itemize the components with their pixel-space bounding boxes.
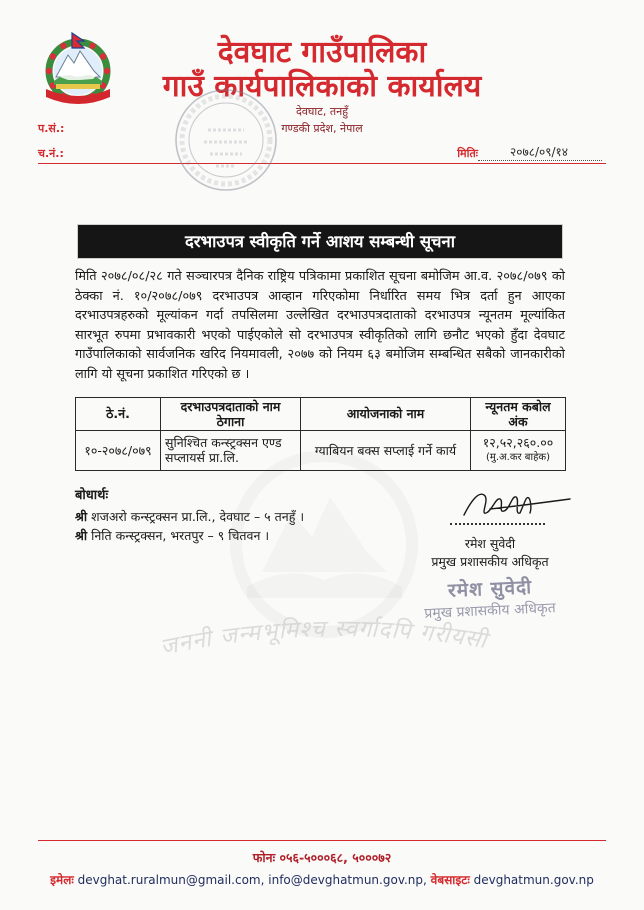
address-line-1: देवघाट, तनहुँ — [295, 105, 349, 118]
website-url: devghatmun.gov.np — [473, 873, 594, 887]
date-label: मितिः — [457, 147, 478, 160]
phone-numbers: ०५६-५०००६८, ५०००७२ — [279, 850, 392, 865]
header-line: ठेगाना — [216, 413, 245, 429]
col-header-bidder — [161, 397, 301, 430]
signatory-designation: प्रमुख प्रशासकीय अधिकृत — [431, 553, 549, 569]
amount-note: (मु.अ.कर बाहेक) — [485, 452, 551, 464]
dispatch-number-label: च.नं.: — [38, 147, 64, 160]
date-field — [457, 145, 602, 161]
col-header-amount — [471, 397, 566, 430]
designation-stamp: प्रमुख प्रशासकीय अधिकृत — [423, 599, 557, 622]
amount-value: १२,५२,२६०.०० — [482, 435, 554, 451]
email-addresses: devghat.ruralmun@gmail.com, info@devghatmun.gov.np, — [77, 873, 427, 887]
signature-block — [415, 485, 565, 621]
footer-divider — [38, 840, 606, 841]
table-header-row — [76, 397, 566, 430]
cell-amount — [471, 430, 566, 470]
phone-label: फोनः — [252, 850, 276, 865]
recipient-name: निति कन्स्ट्रक्सन, भरतपुर – ९ चितवन । — [91, 527, 270, 543]
bid-table — [75, 397, 566, 471]
header-line: ठे.नं. — [106, 406, 130, 422]
website-label: वेबसाइटः — [430, 873, 470, 887]
header-divider — [38, 163, 606, 164]
col-header-contract-no — [76, 397, 161, 430]
handwritten-signature — [460, 485, 572, 523]
header-line: दरभाउपत्रदाताको नाम — [180, 398, 281, 414]
reference-number-label: प.सं.: — [38, 122, 65, 135]
header-line: न्यूनतम कबोल — [485, 398, 551, 414]
copy-recipient — [75, 527, 304, 546]
signatory-name: रमेश सुवेदी — [464, 535, 516, 551]
footer-contact — [0, 872, 644, 888]
closing-section — [75, 485, 565, 621]
address-line-2: गण्डकी प्रदेश, नेपाल — [281, 122, 363, 135]
copy-to-section — [75, 485, 304, 621]
copy-recipient — [75, 508, 304, 527]
cell-bidder — [161, 430, 301, 470]
bid-table-head — [76, 397, 566, 430]
notice-body: मिति २०७८/०८/२८ गते सञ्चारपत्र दैनिक राष्ट्रिय पत्रिकामा प्रकाशित सूचना बमोजिम आ.व. २०७८/०७९ को ठेक्का नं. १०/२०७८/०७९ दरभाउपत्र आव्हान गरिएकोमा निर्धारित समय भित्र दर्ता हुन आएका दरभाउपत्रहरुको मूल्यांकन गर्दा तपसिलमा उल्लेखित दरभाउपत्रदाताको दरभाउपत्र न्यूनतम मूल्यांकित सारभूत रुपमा प्रभावकारी भएको पाईएकोले सो दरभाउपत्र स्वीकृतिको लागि छनौट भएको हुँदा देवघाट गाउँपालिकाको सार्वजनिक खरिद नियमावली, २०७७ को नियम ६३ बमोजिम सम्बन्धित सबैको जानकारीको लागि यो सूचना प्रकाशित गरिएको छ । — [75, 269, 565, 382]
bidder-line: सप्लायर्स प्रा.लि. — [165, 450, 239, 466]
recipient-honorific: श्री — [75, 527, 88, 543]
col-header-project — [301, 397, 471, 430]
municipality-title: देवघाट गाउँपालिका — [217, 35, 427, 70]
recipient-honorific: श्री — [75, 509, 88, 525]
recipient-name: शजअरो कन्स्ट्रक्सन प्रा.लि., देवघाट – ५ तनहुँ । — [91, 509, 305, 525]
motto-watermark-text: जननी जन्मभूमिश्च स्वर्गादपि गरीयसी — [158, 616, 490, 661]
notice-content — [75, 225, 565, 621]
office-title: गाउँ कार्यपालिकाको कार्यालय — [162, 69, 482, 104]
cell-project: ग्याबियन बक्स सप्लाई गर्ने कार्य — [301, 430, 471, 470]
notice-title: दरभाउपत्र स्वीकृति गर्ने आशय सम्बन्धी सूचना — [78, 225, 562, 258]
office-seal-stamp — [170, 82, 282, 200]
bidder-line: सुनिश्चित कन्स्ट्रक्सन एण्ड — [165, 435, 282, 451]
header-line: अंक — [508, 413, 528, 429]
copy-to-label: बोधार्थः — [75, 487, 109, 503]
cell-contract-no: १०-२०७८/०७९ — [76, 430, 161, 470]
footer-phone — [0, 850, 644, 866]
date-value: २०७८/०९/१४ — [478, 145, 602, 161]
table-row — [76, 430, 566, 470]
name-stamp: रमेश सुवेदी — [447, 575, 533, 602]
signature-line — [450, 523, 545, 525]
bid-table-body — [76, 430, 566, 470]
email-label: इमेलः — [50, 873, 74, 887]
header-line: आयोजनाको नाम — [346, 406, 425, 422]
